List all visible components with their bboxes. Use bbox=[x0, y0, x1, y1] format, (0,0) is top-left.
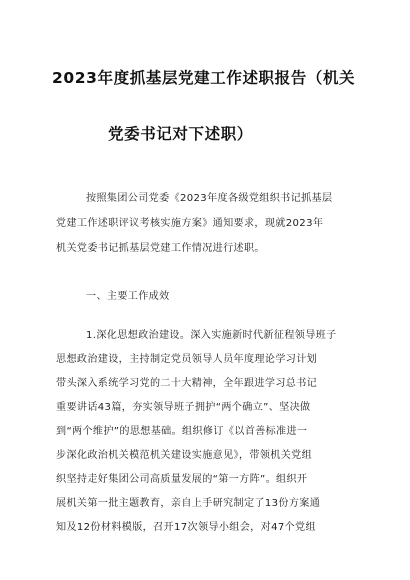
body-line-4: 重要讲话43篇，夯实领导班子拥护“两个确立”、坚决做 bbox=[56, 402, 311, 413]
section-heading: 一、主要工作成效 bbox=[86, 291, 170, 302]
body-line-6: 步深化政治机关模范机关建设实施意见》，带领机关党组 bbox=[56, 450, 313, 461]
body-line-8: 展机关第一批主题教育，亲自上手研究制定了13份方案通 bbox=[56, 498, 321, 509]
body-line-1: 1.深化思想政治建设。深入实施新时代新征程领导班子 bbox=[86, 330, 337, 341]
body-line-2: 思想政治建设，主持制定党员领导人员年度理论学习计划 bbox=[56, 354, 318, 365]
intro-line-2: 党建工作述职评议考核实施方案》通知要求，现就2023年 bbox=[56, 218, 324, 229]
intro-line-3: 机关党委书记抓基层党建工作情况进行述职。 bbox=[56, 243, 265, 254]
document-title-line-1: 2023年度抓基层党建工作述职报告（机关 bbox=[52, 69, 356, 87]
body-line-3: 带头深入系统学习党的二十大精神，全年跟进学习总书记 bbox=[56, 378, 318, 389]
document-title-line-2: 党委书记对下述职） bbox=[108, 125, 253, 143]
intro-line-1: 按照集团公司党委《2023年度各级党组织书记抓基层 bbox=[86, 193, 333, 204]
body-line-7: 织坚持走好集团公司高质量发展的“第一方阵”。组织开 bbox=[56, 474, 308, 485]
body-line-9: 知及12份材料模版，召开17次领导小组会，对47个党组 bbox=[56, 522, 316, 533]
body-line-5: 到“两个维护”的思想基础。组织修订《以首善标准进一 bbox=[56, 426, 308, 437]
